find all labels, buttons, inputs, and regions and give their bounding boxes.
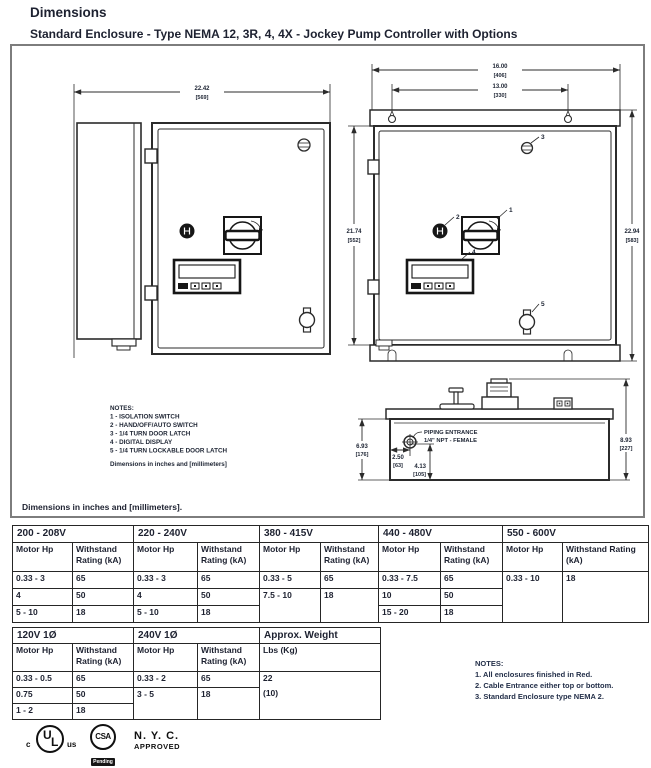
weight-header-cell: Approx. Weight	[260, 628, 381, 644]
general-note-2: 2. Cable Entrance either top or bottom.	[475, 680, 614, 690]
data-cell: 65	[441, 572, 503, 589]
data-cell: 0.75	[13, 688, 73, 704]
open-door-view	[74, 84, 330, 358]
data-cell: 18	[441, 606, 503, 623]
col-header-cell: Withstand Rating (kA)	[73, 543, 134, 572]
data-cell: 65	[321, 572, 379, 589]
front-view	[346, 64, 640, 361]
ul-us-label: us	[67, 740, 77, 749]
hinge	[368, 160, 379, 174]
data-cell: 50	[73, 688, 134, 704]
dim-depth-in: 6.93	[356, 444, 368, 450]
ul-circle-icon: U L	[36, 725, 64, 753]
data-cell: 18	[563, 572, 649, 623]
data-cell: 50	[198, 589, 260, 606]
col-header-cell: Withstand Rating (kA)	[198, 644, 260, 672]
table-row	[13, 672, 381, 688]
drawing-notes-heading: NOTES:	[110, 405, 134, 412]
col-header-cell: Motor Hp	[134, 543, 198, 572]
table-row	[13, 572, 649, 589]
drawing-note-3: 3 - 1/4 TURN DOOR LATCH	[110, 430, 191, 438]
data-cell: 0.33 - 0.5	[13, 672, 73, 688]
nyc-approved-label: APPROVED	[134, 742, 181, 751]
ul-listed-logo	[26, 725, 84, 757]
voltage-header-cell: 440 - 480V	[379, 526, 503, 543]
open-door-panel	[77, 123, 141, 350]
nyc-label: N. Y. C.	[134, 730, 180, 742]
data-cell: 7.5 - 10	[260, 589, 321, 623]
dim-open-width-in: 22.42	[194, 86, 210, 92]
general-note-3: 3. Standard Enclosure type NEMA 2.	[475, 691, 604, 701]
csa-logo	[86, 724, 120, 768]
bottom-view	[356, 379, 633, 480]
drawing-notes	[110, 405, 228, 468]
dim-box-height-mm: [552]	[347, 238, 361, 244]
voltage-header-cell: 120V 1Ø	[13, 628, 134, 644]
weight-kg: (10)	[263, 687, 279, 698]
callout-2: 2	[456, 214, 460, 221]
col-header-cell: Motor Hp	[379, 543, 441, 572]
col-header-cell: Lbs (Kg)	[260, 644, 381, 672]
data-cell: 0.33 - 2	[134, 672, 198, 688]
drawing-dim-note: Dimensions in inches and [millimeters]	[110, 461, 227, 468]
general-notes	[475, 659, 613, 703]
data-cell: 0.33 - 5	[260, 572, 321, 589]
data-cell: 65	[198, 672, 260, 688]
callout-5: 5	[541, 301, 545, 308]
voltage-header-row	[13, 526, 649, 543]
data-cell: 0.33 - 3	[13, 572, 73, 589]
data-cell: 18	[321, 589, 379, 623]
callout-4: 4	[472, 249, 476, 256]
general-note-1: 1. All enclosures finished in Red.	[475, 669, 593, 679]
nyc-approved	[134, 730, 180, 751]
data-cell: 4	[134, 589, 198, 606]
hoa-knob-profile	[440, 388, 474, 409]
withstand-ratings-table	[12, 525, 649, 623]
data-cell: 50	[441, 589, 503, 606]
col-header-cell: Withstand Rating (kA)	[563, 543, 649, 572]
col-header-cell: Motor Hp	[260, 543, 321, 572]
page-subtitle: Standard Enclosure - Type NEMA 12, 3R, 4, 4X - Jockey Pump Controller with Options	[30, 27, 518, 41]
voltage-header-cell: 550 - 600V	[503, 526, 649, 543]
callout-1: 1	[509, 207, 513, 214]
csa-pending-label: Pending	[93, 759, 113, 765]
dim-pipe-offset-mm: [63]	[393, 463, 403, 469]
top-mounting-flange	[370, 110, 620, 126]
dim-overall-width-in: 16.00	[492, 64, 508, 70]
column-header-row	[13, 644, 381, 672]
connector-profile	[554, 398, 572, 409]
data-cell: 0.33 - 7.5	[379, 572, 441, 589]
dim-depth-mm: [176]	[355, 452, 369, 458]
data-cell: 5 - 10	[134, 606, 198, 623]
dim-pipe-center-in: 4.13	[414, 464, 426, 470]
digital-display-icon	[174, 260, 240, 293]
dim-overall-height-mm: [583]	[625, 238, 639, 244]
col-header-cell: Motor Hp	[503, 543, 563, 572]
ul-c-label: c	[26, 740, 31, 749]
col-header-cell: Withstand Rating (kA)	[73, 644, 134, 672]
dim-open-width-mm: [569]	[195, 95, 209, 101]
data-cell: 1 - 2	[13, 704, 73, 720]
data-cell: 4	[13, 589, 73, 606]
dim-pipe-center-mm: [105]	[413, 472, 426, 478]
voltage-header-row	[13, 628, 381, 644]
voltage-header-cell: 220 - 240V	[134, 526, 260, 543]
data-cell: 18	[73, 704, 134, 720]
drawing-note-1: 1 - ISOLATION SWITCH	[110, 413, 180, 421]
piping-entrance-label-1: PIPING ENTRANCE	[424, 430, 478, 436]
dim-overall-depth-mm: [227]	[619, 446, 633, 452]
door-latch-icon	[298, 139, 310, 151]
weight-lbs: 22	[263, 673, 273, 683]
dim-overall-depth-in: 8.93	[620, 438, 632, 444]
drawing-note-5: 5 - 1/4 TURN LOCKABLE DOOR LATCH	[110, 447, 228, 455]
data-cell: 65	[73, 672, 134, 688]
csa-circle-icon: CSA	[90, 724, 116, 750]
col-header-cell: Withstand Rating (kA)	[441, 543, 503, 572]
dim-pipe-offset-in: 2.50	[392, 455, 404, 461]
col-header-cell: Motor Hp	[13, 543, 73, 572]
data-cell: 15 - 20	[379, 606, 441, 623]
data-cell: 50	[73, 589, 134, 606]
isolation-handle-profile	[482, 379, 518, 409]
dim-overall-width-mm: [406]	[493, 73, 507, 79]
col-header-cell: Motor Hp	[134, 644, 198, 672]
piping-entrance-label-2: 1/4" NPT - FEMALE	[424, 438, 477, 444]
column-header-row	[13, 543, 649, 572]
data-cell: 65	[73, 572, 134, 589]
drawing-note-4: 4 - DIGITAL DISPLAY	[110, 439, 173, 446]
data-cell: 18	[73, 606, 134, 623]
voltage-header-cell: 240V 1Ø	[134, 628, 260, 644]
data-cell: 0.33 - 10	[503, 572, 563, 623]
isolation-switch-icon	[224, 217, 263, 254]
col-header-cell: Motor Hp	[13, 644, 73, 672]
callout-3: 3	[541, 134, 545, 141]
weight-cell	[260, 672, 381, 720]
enclosure-body	[390, 419, 609, 480]
data-cell: 5 - 10	[13, 606, 73, 623]
dim-overall-height-in: 22.94	[624, 229, 640, 235]
col-header-cell: Withstand Rating (kA)	[198, 543, 260, 572]
col-header-cell: Withstand Rating (kA)	[321, 543, 379, 572]
data-cell: 10	[379, 589, 441, 606]
dimension-drawing-panel	[10, 44, 645, 518]
dim-hole-span-in: 13.00	[492, 84, 508, 90]
data-cell: 3 - 5	[134, 688, 198, 720]
page-title: Dimensions	[30, 5, 107, 20]
dimension-drawing	[12, 46, 647, 520]
dim-box-height-in: 21.74	[346, 229, 362, 235]
data-cell: 18	[198, 688, 260, 720]
voltage-header-cell: 200 - 208V	[13, 526, 134, 543]
data-cell: 0.33 - 3	[134, 572, 198, 589]
enclosure-lid	[386, 409, 613, 419]
dim-hole-span-mm: [330]	[493, 93, 507, 99]
single-phase-ratings-table	[12, 627, 381, 720]
hinge	[368, 280, 379, 294]
hinge	[145, 286, 157, 300]
voltage-header-cell: 380 - 415V	[260, 526, 379, 543]
drawing-note-2: 2 - HAND/OFF/AUTO SWITCH	[110, 422, 198, 429]
data-cell: 65	[198, 572, 260, 589]
hinge	[145, 149, 157, 163]
general-notes-heading: NOTES:	[475, 659, 504, 668]
data-cell: 18	[198, 606, 260, 623]
hand-off-auto-switch-icon	[180, 224, 195, 239]
dimensions-units-note: Dimensions in inches and [millimeters].	[22, 502, 183, 512]
